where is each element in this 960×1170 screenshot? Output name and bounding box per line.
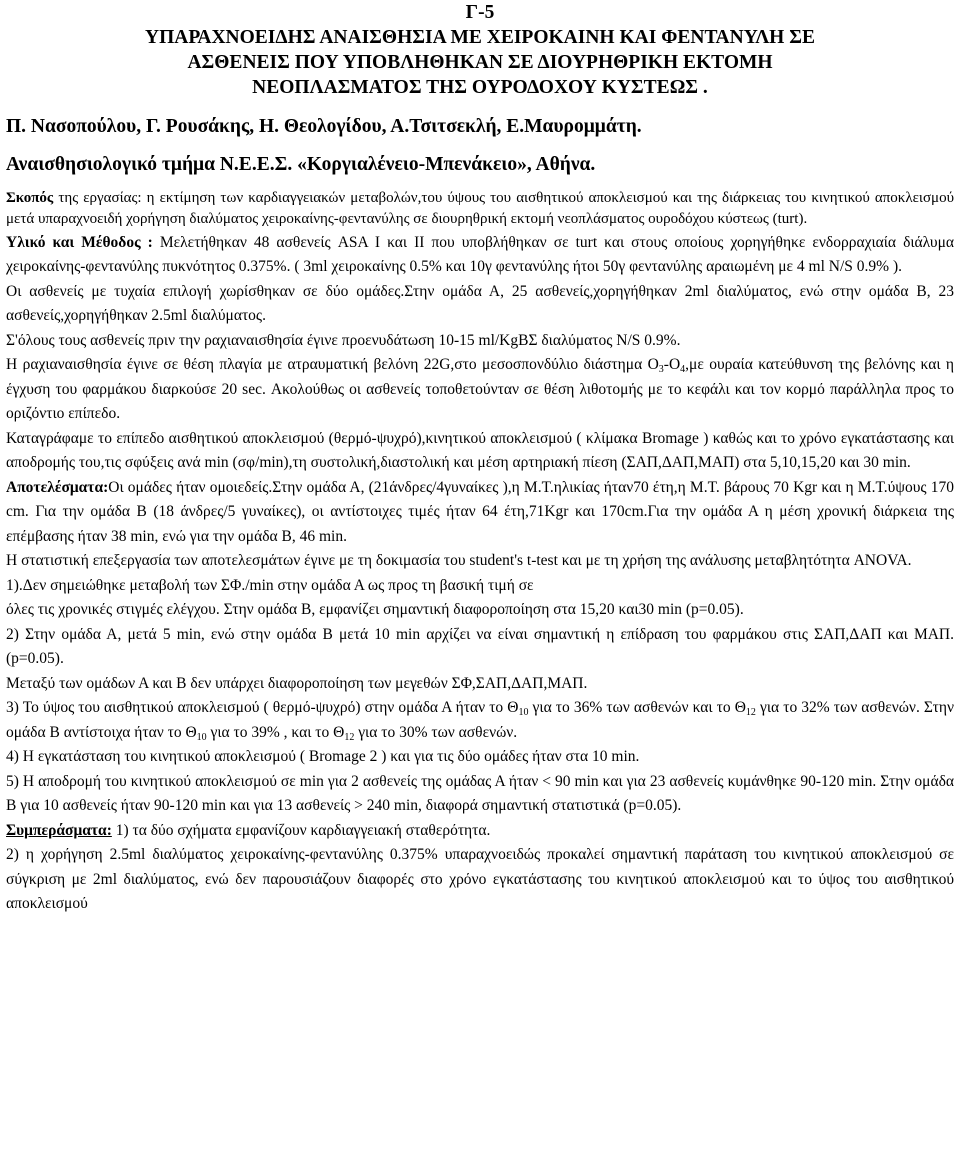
puncture-sub-2: 4 [680, 364, 686, 376]
results-paragraph [6, 476, 954, 550]
title-line-3: ΝΕΟΠΛΑΣΜΑΤΟΣ ΤΗΣ ΟΥΡΟΔΟΧΟΥ ΚΥΣΤΕΩΣ . [252, 77, 708, 98]
result-4: 4) Η εγκατάσταση του κινητικού αποκλεισμού ( Bromage 2 ) και για τις δύο ομάδες ήταν στα 10 min. [6, 748, 640, 766]
methods-label: Υλικό και Μέθοδος : [6, 233, 153, 251]
r3-sub-4: 12 [344, 731, 355, 743]
affiliation: Αναισθησιολογικό τμήμα Ν.Ε.Ε.Σ. «Κοργιαλένειο-Μπενάκειο», Αθήνα. [6, 154, 596, 175]
r3-text-c: για το 32% των ασθενών. Στην ομάδα Β αντίστοιχα ήταν το Θ [6, 699, 954, 741]
methods-text: Μελετήθηκαν 48 ασθενείς ASA I και II που υποβλήθηκαν σε turt και στους οποίους χορηγήθηκε ενδορραχιαία διάλυμα χειροκαίνης-φεντανύλης πυκνότητος 0.375%. ( 3ml χειροκαίνης 0.5% και 10γ φεντανύλης ήτοι 50γ φεντανύλης αραιωμένη με 4 ml N/S 0.9% ). [6, 233, 955, 276]
groups-paragraph: Οι ασθενείς με τυχαία επιλογή χωρίσθηκαν σε δύο ομάδες.Στην ομάδα Α, 25 ασθενείς,χορηγήθηκαν 2ml διαλύματος, ενώ στην ομάδα Β, 23 ασθενείς,χορηγήθηκαν 2.5ml διαλύματος. [6, 282, 954, 325]
puncture-text-a: Η ραχιαναισθησία έγινε σε θέση πλαγία με ατραυματική βελόνη 22G,στο μεσοσπονδύλιο διάστημα O [6, 356, 659, 374]
results-text: Οι ομάδες ήταν ομοιεδείς.Στην ομάδα Α, (21άνδρες/4γυναίκες ),η Μ.Τ.ηλικίας ήταν70 έτη,η Μ.Τ. βάρους 70 Kgr και η Μ.Τ.ύψους 170 cm. Για την ομάδα Β (18 άνδρες/5 γυναίκες), οι αντίστοιχες τιμές ήταν 64 έτη,71Kgr και 170cm.Για την ομάδα Α η μέση χρονική διάρκεια της επέμβασης ήταν 38 min, ενώ για την ομάδα Β, 46 min. [6, 478, 954, 545]
r3-text-a: 3) Το ύψος του αισθητικού αποκλεισμού ( θερμό-ψυχρό) στην ομάδα Α ήταν το Θ [6, 699, 519, 717]
authors: Π. Νασοπούλου, Γ. Ρουσάκης, Η. Θεολογίδου, Α.Τσιτσεκλή, Ε.Μαυρομμάτη. [6, 116, 642, 137]
conclusion-2: 2) η χορήγηση 2.5ml διαλύματος χειροκαίνης-φεντανύλης 0.375% υπαραχνοειδώς προκαλεί σημαντική παράταση του κινητικού αποκλεισμού σε σύγκριση με 2ml διαλύματος, ενώ δεν παρουσιάζουν διαφορές στο χρόνο εγκατάστασης του κινητικού αποκλεισμού και το ύψος του αισθητικού αποκλεισμού [6, 846, 954, 913]
result-3 [6, 696, 954, 745]
r3-text-e: για το 30% των ασθενών. [354, 723, 518, 741]
r3-text-d: για το 39% , και το Θ [206, 723, 345, 741]
aim-text: της εργασίας: η εκτίμηση των καρδιαγγειακών μεταβολών,του ύψους του αισθητικού αποκλεισμού και της διάρκειας του κινητικού αποκλεισμού μετά υπαραχνοειδή χορήγηση διαλύματος χειροκαίνης-φεντανύλης σε διουρηθρική εκτομή νεοπλάσματος ουροδόχου κύστεως (turt). [6, 190, 954, 228]
aim-label: Σκοπός [6, 190, 54, 206]
puncture-paragraph [6, 353, 954, 427]
abstract-page [6, 0, 954, 1170]
conclusions-label: Συμπεράσματα: [6, 821, 112, 839]
puncture-text-b: ,με ουραία κατεύθυνση της βελόνης και η έγχυση του φαρμάκου διαρκούσε 20 sec. Ακολούθως οι ασθενείς τοποθετούνταν σε θέση λιθοτομής με το κεφάλι και τον κορμό παράλληλα προς το οριζόντιο επίπεδο. [6, 356, 955, 423]
premed-paragraph: Σ'όλους τους ασθενείς πριν την ραχιαναισθησία έγινε προενυδάτωση 10-15 ml/KgBΣ διαλύματος N/S 0.9%. [6, 331, 681, 349]
result-1b: όλες τις χρονικές στιγμές ελέγχου. Στην ομάδα Β, εμφανίζει σημαντική διαφοροποίηση στα 15,20 και30 min (p=0.05). [6, 601, 744, 619]
results-label: Αποτελέσματα: [6, 478, 109, 496]
r3-text-b: για το 36% των ασθενών και το Θ [528, 699, 746, 717]
result-2b: Μεταξύ των ομάδων Α και Β δεν υπάρχει διαφοροποίηση των μεγεθών ΣΦ,ΣΑΠ,ΔΑΠ,ΜΑΠ. [6, 674, 588, 692]
result-5: 5) Η αποδρομή του κινητικού αποκλεισμού σε min για 2 ασθενείς της ομάδας Α ήταν < 90 min και για 23 ασθενείς κυμάνθηκε 90-120 min. Στην ομάδα Β για 10 ασθενείς ήταν 90-120 min και για 13 ασθενείς > 240 min, διαφορά σημαντική στατιστικά (p=0.05). [6, 772, 954, 815]
conclusion-1: 1) τα δύο σχήματα εμφανίζουν καρδιαγγειακή σταθερότητα. [111, 821, 491, 839]
r3-sub-3: 10 [196, 731, 207, 743]
conclusions-paragraph [6, 819, 954, 844]
methods-paragraph [6, 231, 954, 280]
r3-sub-2: 12 [745, 707, 756, 719]
result-2: 2) Στην ομάδα Α, μετά 5 min, ενώ στην ομάδα Β μετά 10 min αρχίζει να είναι σημαντική η επίδραση του φαρμάκου στις ΣΑΠ,ΔΑΠ και ΜΑΠ.(p=0.05). [6, 625, 954, 668]
puncture-sub-1: 3 [658, 364, 664, 376]
stats-paragraph: Η στατιστική επεξεργασία των αποτελεσμάτων έγινε με τη δοκιμασία του student's t-test και με τη χρήση της ανάλυσης μεταβλητότητα ANOVA. [6, 552, 912, 570]
puncture-text-mid: -O [663, 356, 681, 374]
aim-paragraph [6, 188, 954, 231]
result-1a: 1).Δεν σημειώθηκε μεταβολή των ΣΦ./min στην ομάδα Α ως προς τη βασική τιμή σε [6, 576, 534, 594]
r3-sub-1: 10 [518, 707, 529, 719]
recording-paragraph: Καταγράφαμε το επίπεδο αισθητικού αποκλεισμού (θερμό-ψυχρό),κινητικού αποκλεισμού ( κλίμακα Bromage ) καθώς και το χρόνο εγκατάστασης και αποδρομής του,τις σφύξεις ανά min (σφ/min),τη συστολική,διαστολική και μέση αρτηριακή πίεση (ΣΑΠ,ΔΑΠ,ΜΑΠ) στα 5,10,15,20 και 30 min. [6, 429, 954, 472]
title-line-2: ΑΣΘΕΝΕΙΣ ΠΟΥ ΥΠΟΒΛΗΘΗΚΑΝ ΣΕ ΔΙΟΥΡΗΘΡΙΚΗ ΕΚΤΟΜΗ [187, 52, 773, 73]
abstract-code: Γ-5 [465, 2, 495, 23]
title-line-1: ΥΠΑΡΑΧΝΟΕΙΔΗΣ ΑΝΑΙΣΘΗΣΙΑ ΜΕ ΧΕΙΡΟΚΑΙΝΗ ΚΑΙ ΦΕΝΤΑΝΥΛΗ ΣΕ [145, 27, 815, 48]
